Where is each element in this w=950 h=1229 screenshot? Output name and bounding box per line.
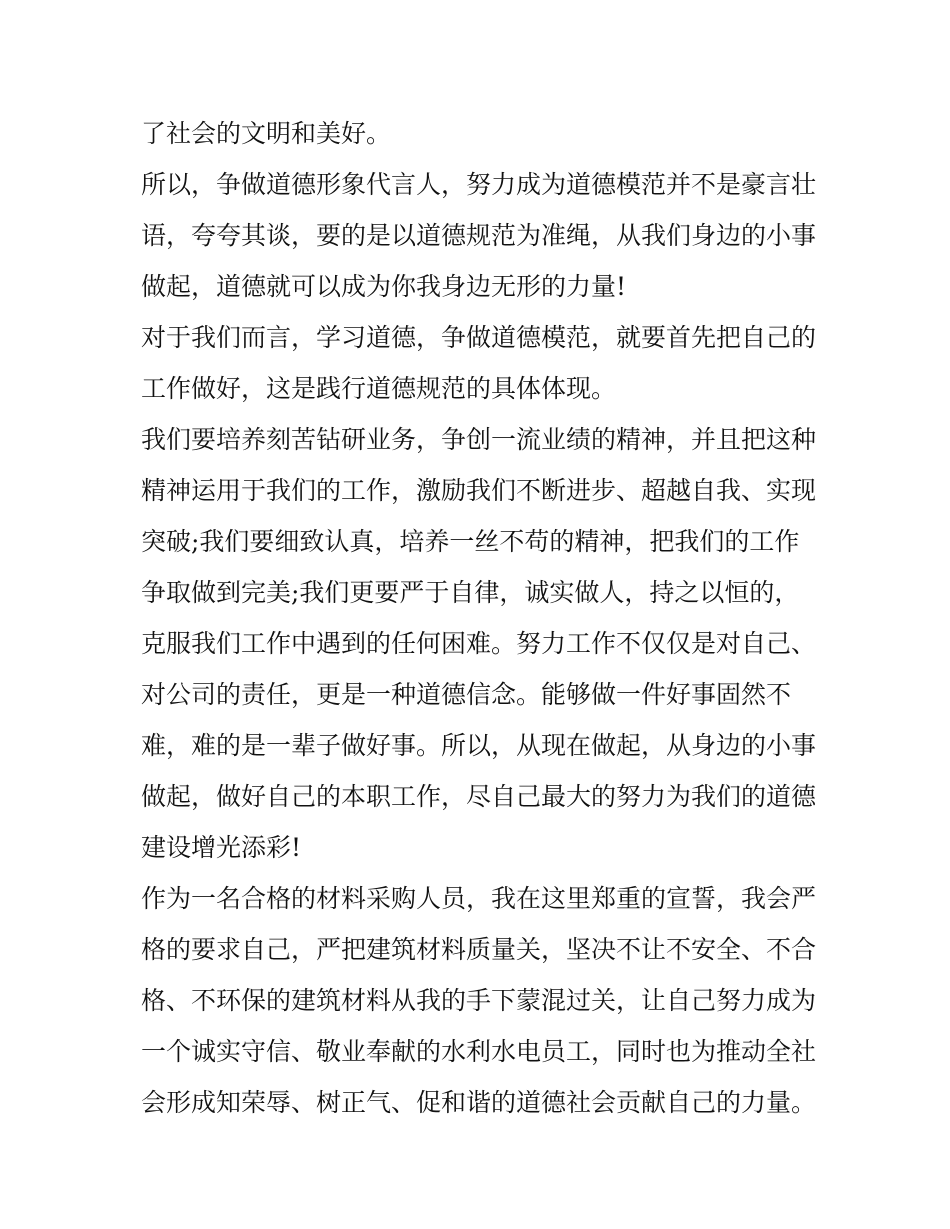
text-line: 争取做到完美;我们更要严于自律，诚实做人，持之以恒的， [141,578,800,607]
text-line: 会形成知荣辱、树正气、促和谐的道德社会贡献自己的力量。 [141,1088,817,1117]
text-line: 对公司的责任，更是一种道德信念。能够做一件好事固然不 [141,680,792,709]
text-line: 了社会的文明和美好。 [141,119,392,148]
text-line: 突破;我们要细致认真，培养一丝不苟的精神，把我们的工作 [141,527,800,556]
text-line: 精神运用于我们的工作，激励我们不断进步、超越自我、实现 [141,476,817,505]
text-line: 语，夸夸其谈，要的是以道德规范为准绳，从我们身边的小事 [141,221,817,250]
text-line: 一个诚实守信、敬业奉献的水利水电员工，同时也为推动全社 [141,1037,817,1066]
text-line: 克服我们工作中遇到的任何困难。努力工作不仅仅是对自己、 [141,629,817,658]
text-line: 对于我们而言，学习道德，争做道德模范，就要首先把自己的 [141,323,817,352]
text-line: 格的要求自己，严把建筑材料质量关，坚决不让不安全、不合 [141,935,817,964]
text-line: 做起，道德就可以成为你我身边无形的力量! [141,272,627,301]
text-line: 所以，争做道德形象代言人，努力成为道德模范并不是豪言壮 [141,170,817,199]
text-line: 格、不环保的建筑材料从我的手下蒙混过关，让自己努力成为 [141,986,817,1015]
body-text [141,108,821,1128]
text-line: 建设增光添彩! [141,833,302,862]
text-line: 工作做好，这是践行道德规范的具体体现。 [141,374,617,403]
text-line: 我们要培养刻苦钻研业务，争创一流业绩的精神，并且把这种 [141,425,817,454]
text-line: 作为一名合格的材料采购人员，我在这里郑重的宣誓，我会严 [141,884,817,913]
text-line: 做起，做好自己的本职工作，尽自己最大的努力为我们的道德 [141,782,817,811]
text-line: 难，难的是一辈子做好事。所以，从现在做起，从身边的小事 [141,731,817,760]
